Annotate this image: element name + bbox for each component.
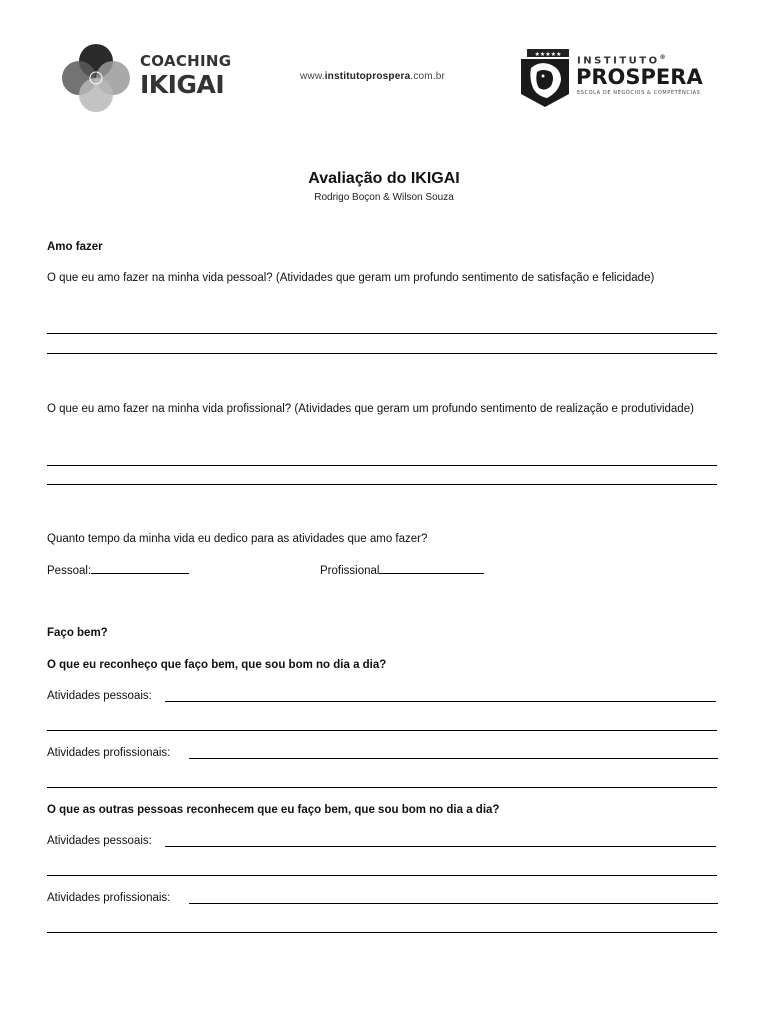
url-prefix: www. [300,71,325,82]
field-atividades-profissionais-2[interactable] [47,888,170,908]
answer-line[interactable] [189,758,718,759]
field-pessoal-label: Pessoal: [47,565,92,577]
field-pessoal[interactable] [47,561,189,581]
ikigai-circles-icon [60,42,132,114]
question-outras-pessoas: O que as outras pessoas reconhecem que eu faço bem, que sou bom no dia a dia? [47,804,500,816]
atividades-pessoais-label: Atividades pessoais: [47,690,152,702]
logo-text-line1: COACHING [140,52,232,70]
instituto-prospera-logo [519,48,719,108]
atividades-pessoais-label: Atividades pessoais: [47,835,152,847]
authors: Rodrigo Boçon & Wilson Souza [314,192,454,203]
question-vida-profissional: O que eu amo fazer na minha vida profissional? (Atividades que geram um profundo sentimento de realização e produtividade) [47,403,694,415]
coaching-ikigai-logo [60,42,250,114]
question-vida-pessoal: O que eu amo fazer na minha vida pessoal? (Atividades que geram um profundo sentimento de satisfação e felicidade) [47,272,655,284]
field-pessoal-blank[interactable] [91,573,189,574]
answer-line[interactable] [47,787,717,788]
answer-line[interactable] [47,353,717,354]
section-heading-faco-bem: Faço bem? [47,627,108,639]
logo-prospera-text: PROSPERA [576,65,703,89]
answer-line[interactable] [47,932,717,933]
answer-line[interactable] [47,730,717,731]
page-title: Avaliação do IKIGAI [308,170,460,187]
field-atividades-pessoais-2[interactable] [47,831,152,851]
answer-line[interactable] [47,465,717,466]
logo-tagline: ESCOLA DE NEGÓCIOS & COMPETÊNCIAS [577,90,701,96]
answer-line[interactable] [47,875,717,876]
lion-shield-icon [519,48,569,108]
url-domain: institutoprospera [324,71,411,82]
logo-text-line2: IKIGAI [140,70,225,99]
url-suffix: .com.br [410,71,446,82]
field-profissional[interactable] [320,561,484,581]
field-profissional-label: Profissional [320,565,380,577]
svg-text:★★★★★: ★★★★★ [534,51,562,58]
question-quanto-tempo: Quanto tempo da minha vida eu dedico para as atividades que amo fazer? [47,533,428,545]
field-atividades-pessoais-1[interactable] [47,686,152,706]
website-url[interactable] [300,71,445,82]
answer-line[interactable] [47,333,717,334]
field-atividades-profissionais-1[interactable] [47,743,170,763]
section-heading-amo-fazer: Amo fazer [47,241,103,253]
field-profissional-blank[interactable] [379,573,484,574]
answer-line[interactable] [165,846,716,847]
answer-line[interactable] [47,484,717,485]
atividades-profissionais-label: Atividades profissionais: [47,747,171,759]
question-reconheco: O que eu reconheço que faço bem, que sou bom no dia a dia? [47,659,387,671]
atividades-profissionais-label: Atividades profissionais: [47,892,171,904]
answer-line[interactable] [189,903,718,904]
answer-line[interactable] [165,701,716,702]
logo-instituto-text: INSTITUTO® [577,54,669,67]
